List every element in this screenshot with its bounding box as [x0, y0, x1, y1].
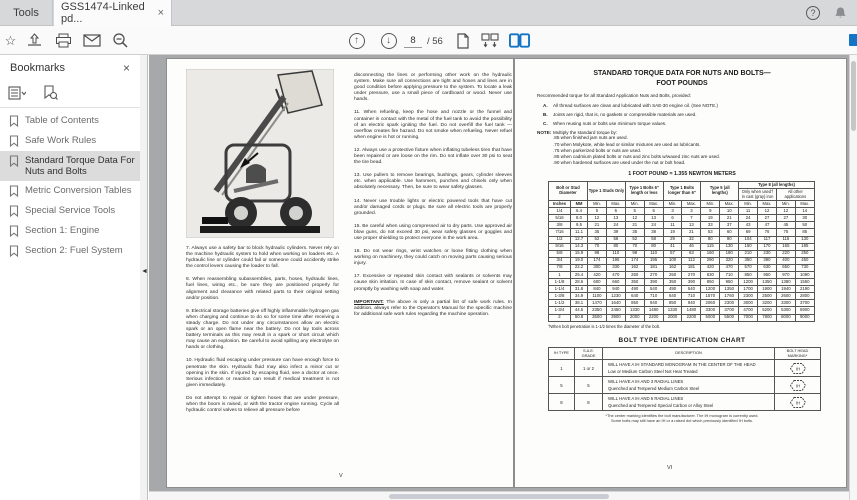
left-column-text [186, 246, 339, 414]
bookmark-item[interactable] [0, 111, 140, 131]
provisions-list [535, 103, 829, 127]
page-number-vi: VI [667, 465, 673, 471]
torque-table-row: 3/8 9.5 21 24 21 24 11 13 33 37 43 47 45 50 [549, 222, 815, 229]
help-icon[interactable]: ? [806, 6, 820, 20]
tab-document-label: GSS1474-Linked pd... [61, 1, 145, 25]
note-item: .85 when finished jam nuts are used. [553, 135, 628, 141]
paragraph: 16. Do not wear rings, wrist watches or loose fitting clothing when working on machinery, they could catch on moving parts causing serious injury. [354, 249, 512, 267]
bookmark-item-label: Section 2: Fuel System [25, 245, 123, 256]
horizontal-scrollbar-thumb[interactable] [389, 494, 609, 499]
panel-splitter[interactable] [140, 55, 148, 500]
bolt-head-marking-icon [777, 379, 818, 392]
bookmarks-list [0, 111, 140, 261]
paragraph: 12. Always use a protective fixture when inflating tubeless tires that have been repaired or are loose on the rim. Do not inflate over 30 psi to seat the tire bead. [354, 147, 512, 166]
bookmark-icon [9, 115, 19, 127]
paragraph: 11. When refueling, keep the hose and nozzle or the funnel and container in contact with the metal of the fuel tank to avoid the possibility of an electric spark igniting the fuel. Do not overfill the fuel tank — overflow creates fire hazard. Do not smoke when refueling. Never refuel when engine is hot or running. [354, 110, 512, 140]
find-bookmark-icon[interactable] [42, 85, 58, 106]
bookmark-item[interactable] [0, 151, 140, 181]
svg-text:IH: IH [795, 383, 800, 389]
bookmark-icon [9, 245, 19, 257]
bookmark-item-label: Special Service Tools [25, 205, 116, 216]
bell-icon[interactable] [834, 6, 847, 20]
bolt-id-chart: IH TYPE S.A.E. GRADE DESCRIPTION BOLT HEAD MARKING* 1 1 or 2 WILL HAVE A IH STANDARD MONOGRAM IN THE CENTER OF THE HEAD Low or Medium Carbon Steel Not Heat Treated IH 5 5 WILL HAVE A IH AND 3 RADIAL LINES Quenched and Tempered Medium Carbon Steel IH 8 8 WILL HAVE A IH AND 6 RADIAL LINES Quenched and Tempered Special Carbon or Alloy Steel IH [548, 347, 821, 412]
torque-table: Bolt or Stud Diameter Type 1 Studs Only Type 1 Bolts 6" length or less Type 1 Bolts longer than 6" Type 5 (all lengths) Type 8 (all lengths) Only when used† in cast (gray) iron All other applications Inches MM Min. Max. Min. Max. Min. Max. Min. Max. Min. Max. Min. Max. 1/4 6.4 5 6 5 6 3 3 9 10 11 12 12 14 5/16 8.0 12 13 12 13 6 7 19 21 24 27 27 30 3/8 9.5 21 24 21 24 11 13 33 37 43 47 45 50 7/16 11.1 35 39 35 38 19 21 53 60 69 76 75 85 1/2 12.7 52 58 52 58 29 32 80 90 104 117 115 130 9/16 14.3 70 80 70 80 41 46 115 130 150 170 165 185 5/8 15.9 98 110 98 110 57 63 160 180 210 230 220 250 3/4 19.0 174 195 174 195 100 112 290 320 350 390 400 450 7/8 22.2 300 330 162 181 162 181 420 470 570 630 650 730 1 25.4 420 470 250 270 250 270 630 710 850 950 970 1090 1-1/8 28.6 600 660 350 390 350 390 850 950 1200 1350 1380 1550 1-1/4 31.8 840 940 490 540 490 540 1200 1350 1700 1900 1940 2190 1-3/8 34.9 1100 1230 640 710 640 710 1570 1760 2300 2500 2600 2800 1-1/2 38.1 1470 1640 850 940 850 940 2060 2300 3000 3200 3300 3700 1-3/4 44.5 2350 2450 1330 1480 1330 1480 3300 3700 4700 5200 5300 5900 2 50.8 3500 3900 2000 2200 2000 2200 5000 5500 7000 7800 8000 9000 [548, 181, 815, 322]
bookmark-item[interactable] [0, 131, 140, 151]
paragraph: 15. Be careful when using compressed air to dry parts. Use approved air blow guns, do not exceed 30 psi, wear safety glasses or goggles and use proper shielding to protect everyone in the work area. [354, 223, 512, 241]
toolbar [0, 26, 857, 55]
tab-bar [0, 0, 857, 26]
bookmark-item-label: Safe Work Rules [25, 135, 97, 146]
important-label: IMPORTANT: [354, 299, 384, 305]
provision-item: B. Joints are rigid, that is, no gaskets or compressible materials are used. [543, 111, 697, 117]
bookmark-icon [9, 185, 19, 197]
down-arrow-glyph: ↓ [381, 33, 397, 49]
bookmark-icon [9, 205, 19, 217]
important-text: The above is only a partial list of safe work rules. In addition, always refer to the Operator's Manual for the specific machine for additional safe work rules regarding the machine operation. [354, 299, 512, 317]
scroll-view-icon[interactable] [479, 30, 500, 51]
favorite-star-icon[interactable]: ☆ [4, 32, 17, 48]
torque-table-row: 2 50.8 3500 3900 2000 2200 2000 2200 5000 5500 7000 7800 8000 9000 [549, 314, 815, 321]
paragraph: 13. Use pullers to remove bearings, bushings, gears, cylinder sleeves etc. when applicable. Use hammers, punches and chisels only when absolutely necessary. Then, be sure to wear safety glasses. [354, 173, 512, 191]
print-icon[interactable] [53, 30, 74, 51]
torque-data-title: STANDARD TORQUE DATA FOR NUTS AND BOLTS— FOOT POUNDS [593, 70, 771, 87]
paragraph: 10. Hydraulic fluid escaping under pressure can have enough force to penetrate the skin. Hydraulic fluid may also infect a minor cut or opening in the skin. If injured by escaping fluid, see a doctor at once. Serious infection or reaction can result if medical treatment is not given immediately. [186, 358, 339, 388]
upload-icon[interactable] [24, 30, 45, 51]
torque-table-row: 5/16 8.0 12 13 12 13 6 7 19 21 24 27 27 30 [549, 215, 815, 222]
note-item: .90 when hardened surfaces are used under the nut or bolt head. [553, 159, 686, 165]
bookmark-options-icon[interactable] [8, 86, 26, 105]
bolt-head-marking-icon [777, 396, 818, 409]
page-number-input[interactable] [404, 33, 422, 48]
note-intro: Multiply the standard torque by: [553, 129, 618, 135]
conversion-line: 1 FOOT POUND = 1.355 NEWTON METERS [628, 170, 736, 177]
bookmark-item-label: Standard Torque Data For Nuts and Bolts [25, 155, 135, 177]
right-column-text [354, 73, 512, 293]
bookmarks-panel-title: Bookmarks [10, 62, 66, 74]
torque-table-row: 1-1/8 28.6 600 660 350 390 350 390 850 950 1200 1350 1380 1550 [549, 279, 815, 286]
important-note [354, 300, 512, 318]
note-item: .70 when Molykote, white lead or similar mixtures are used as lubricants. [553, 141, 701, 147]
torque-table-row: 1-1/4 31.8 840 940 490 540 490 540 1200 1350 1700 1900 1940 2190 [549, 286, 815, 293]
close-icon[interactable]: × [122, 61, 130, 75]
note-item: .75 when parkerized bolts or nuts are used. [553, 147, 642, 153]
pdf-page-right [514, 58, 847, 488]
two-page-view-icon[interactable] [509, 30, 530, 51]
up-arrow-glyph: ↑ [349, 33, 365, 49]
paragraph: Do not attempt to repair or tighten hoses that are under pressure, when the boom is raised, or with the tractor engine running. Cycle all hydraulic control valves to relieve all pressure before [186, 395, 339, 414]
bookmark-icon [9, 135, 19, 147]
loader-photo [186, 69, 334, 238]
vertical-scrollbar[interactable] [849, 55, 857, 500]
paragraph: 7. Always use a safety bar to block hydraulic cylinders. Never rely on the machine hydraulic system to hold when working on loaders etc. A hydraulic line or cylinder could fail or someone could accidently strike the control levers causing the loader to fall. [186, 246, 339, 270]
bolt-id-row: 1 1 or 2 WILL HAVE A IH STANDARD MONOGRAM IN THE CENTER OF THE HEAD Low or Medium Carbon Steel Not Heat Treated IH [549, 360, 821, 377]
bolt-id-row: 5 5 WILL HAVE A IH AND 3 RADIAL LINES Quenched and Tempered Medium Carbon Steel IH [549, 377, 821, 394]
page-total-label: / 56 [427, 36, 443, 47]
pdf-page-left [166, 58, 514, 488]
torque-intro: Recommended torque for all Standard Application Nuts and Bolts, provided: [537, 93, 691, 98]
note-item: .85 when cadmium plated bolts or nuts and zinc bolts w/waxed zinc nuts are used. [553, 153, 720, 159]
torque-table-row: 9/16 14.3 70 80 70 80 41 46 115 130 150 170 165 185 [549, 243, 815, 250]
torque-table-row: 7/16 11.1 35 39 35 38 19 21 53 60 69 76 75 85 [549, 229, 815, 236]
paragraph: disconnecting the lines or performing other work on the hydraulic system. Make sure all connections are tight and hoses and lines are in good condition before applying pressure to the system. To locate a leak under pressure, use a small piece of cardboard or wood. Never use hands. [354, 73, 512, 103]
page-number-v: V [339, 473, 343, 479]
svg-text:IH: IH [795, 366, 800, 372]
bookmark-item-label: Metric Conversion Tables [25, 185, 132, 196]
torque-table-row: 1-1/2 38.1 1470 1640 850 940 850 940 2060 2300 3000 3200 3300 3700 [549, 300, 815, 307]
provision-item: A. All thread surfaces are clean and lubricated with SAE-30 engine oil. (See NOTE.) [543, 102, 718, 108]
document-canvas[interactable] [149, 55, 849, 491]
note-block: NOTE: Multiply the standard torque by: .85 when finished jam nuts are used. .70 when Molykote, white lead or similar mixtures are used as lubricants. .75 when parkerized bolts or nuts are used. .85 when cadmium plated bolts or nuts and zinc bolts w/waxed zinc nuts are used. .90 when hardened surfaces are used under the nut or bolt head. [537, 129, 720, 165]
horizontal-scrollbar[interactable] [149, 491, 849, 500]
zoom-out-icon[interactable] [110, 30, 131, 51]
close-icon[interactable]: × [157, 7, 164, 19]
single-page-icon[interactable] [452, 30, 473, 51]
vertical-scrollbar-thumb[interactable] [851, 61, 856, 131]
email-icon[interactable] [81, 30, 102, 51]
torque-table-row: 7/8 22.2 300 330 162 181 162 181 420 470 570 630 650 730 [549, 264, 815, 271]
bookmarks-panel [0, 55, 140, 500]
id-chart-footnote: *The center marking identifies the bolt manufacturer. The IH monogram is currently used. Some bolts may still have an IH or a raised dot which previously identified IH bolts. [605, 412, 759, 423]
bolt-id-chart-title: BOLT TYPE IDENTIFICATION CHART [618, 336, 746, 344]
torque-table-row: 3/4 19.0 174 195 174 195 100 112 290 320 350 390 400 450 [549, 257, 815, 264]
paragraph: 8. When reassembling subassemblies, parts, hoses, hydraulic lines, fuel lines, wiring etc., be sure they are positioned properly for alignment and clearance with related parts to their original setting and/or position. [186, 277, 339, 301]
provision-item: C. When reusing nuts or bolts use minimum torque values. [543, 120, 667, 126]
bookmark-item[interactable] [0, 201, 140, 221]
torque-table-footnote: †When bolt penetration is 1-1/2 times the diameter of the bolt. [548, 323, 660, 329]
bookmark-item[interactable] [0, 181, 140, 201]
bookmark-icon [9, 225, 19, 237]
paragraph: 14. Never use trouble lights or electric powered tools that have cut and/or damaged cords or plugs. Be sure all electric tools are properly grounded. [354, 198, 512, 216]
tab-tools-label: Tools [13, 7, 39, 19]
collapse-panel-icon[interactable]: ◄ [141, 268, 148, 275]
bookmark-item-label: Section 1: Engine [25, 225, 100, 236]
torque-table-row: 1-3/4 44.5 2350 2450 1330 1480 1330 1480 3300 3700 4700 5200 5300 5900 [549, 307, 815, 314]
paragraph: 9. Electrical storage batteries give off highly inflammable hydrogen gas when charging and continue to do so for some time after receiving a steady charge. Do not under any circumstances allow an electric spark or an open flame near the battery. Do not lay tools across battery terminals as this may result in a spark or short circuit which may cause an explosion. Be careful to avoid spilling any electrolyte on hands or clothing. [186, 308, 339, 351]
torque-table-row: 1/4 6.4 5 6 5 6 3 3 9 10 11 12 12 14 [549, 208, 815, 215]
bookmark-item-label: Table of Contents [25, 115, 99, 126]
tab-document[interactable] [54, 0, 172, 26]
svg-text:IH: IH [795, 400, 800, 406]
torque-table-row: 1/2 12.7 52 58 52 58 29 32 80 90 104 117 115 130 [549, 236, 815, 243]
torque-table-row: 1-3/8 34.9 1100 1230 640 710 640 710 1570 1760 2300 2500 2600 2800 [549, 293, 815, 300]
torque-table-row: 1 25.4 420 470 250 270 250 270 630 710 850 950 970 1090 [549, 271, 815, 278]
bookmark-item[interactable] [0, 221, 140, 241]
bookmark-icon [9, 155, 19, 167]
tools-panel-toggle-icon[interactable] [849, 34, 857, 46]
bolt-head-marking-icon [777, 362, 818, 375]
previous-page-icon[interactable] [346, 30, 367, 51]
torque-table-row: 5/8 15.9 98 110 98 110 57 63 160 180 210 230 220 250 [549, 250, 815, 257]
tab-tools[interactable] [0, 0, 53, 26]
bookmark-item[interactable] [0, 241, 140, 261]
next-page-icon[interactable] [378, 30, 399, 51]
bolt-id-row: 8 8 WILL HAVE A IH AND 6 RADIAL LINES Quenched and Tempered Special Carbon or Alloy Steel IH [549, 394, 821, 411]
paragraph: 17. Excessive or repeated skin contact with sealants or solvents may cause skin irritation. In case of skin contact, remove sealant or solvent promptly by washing with soap and water. [354, 274, 512, 292]
